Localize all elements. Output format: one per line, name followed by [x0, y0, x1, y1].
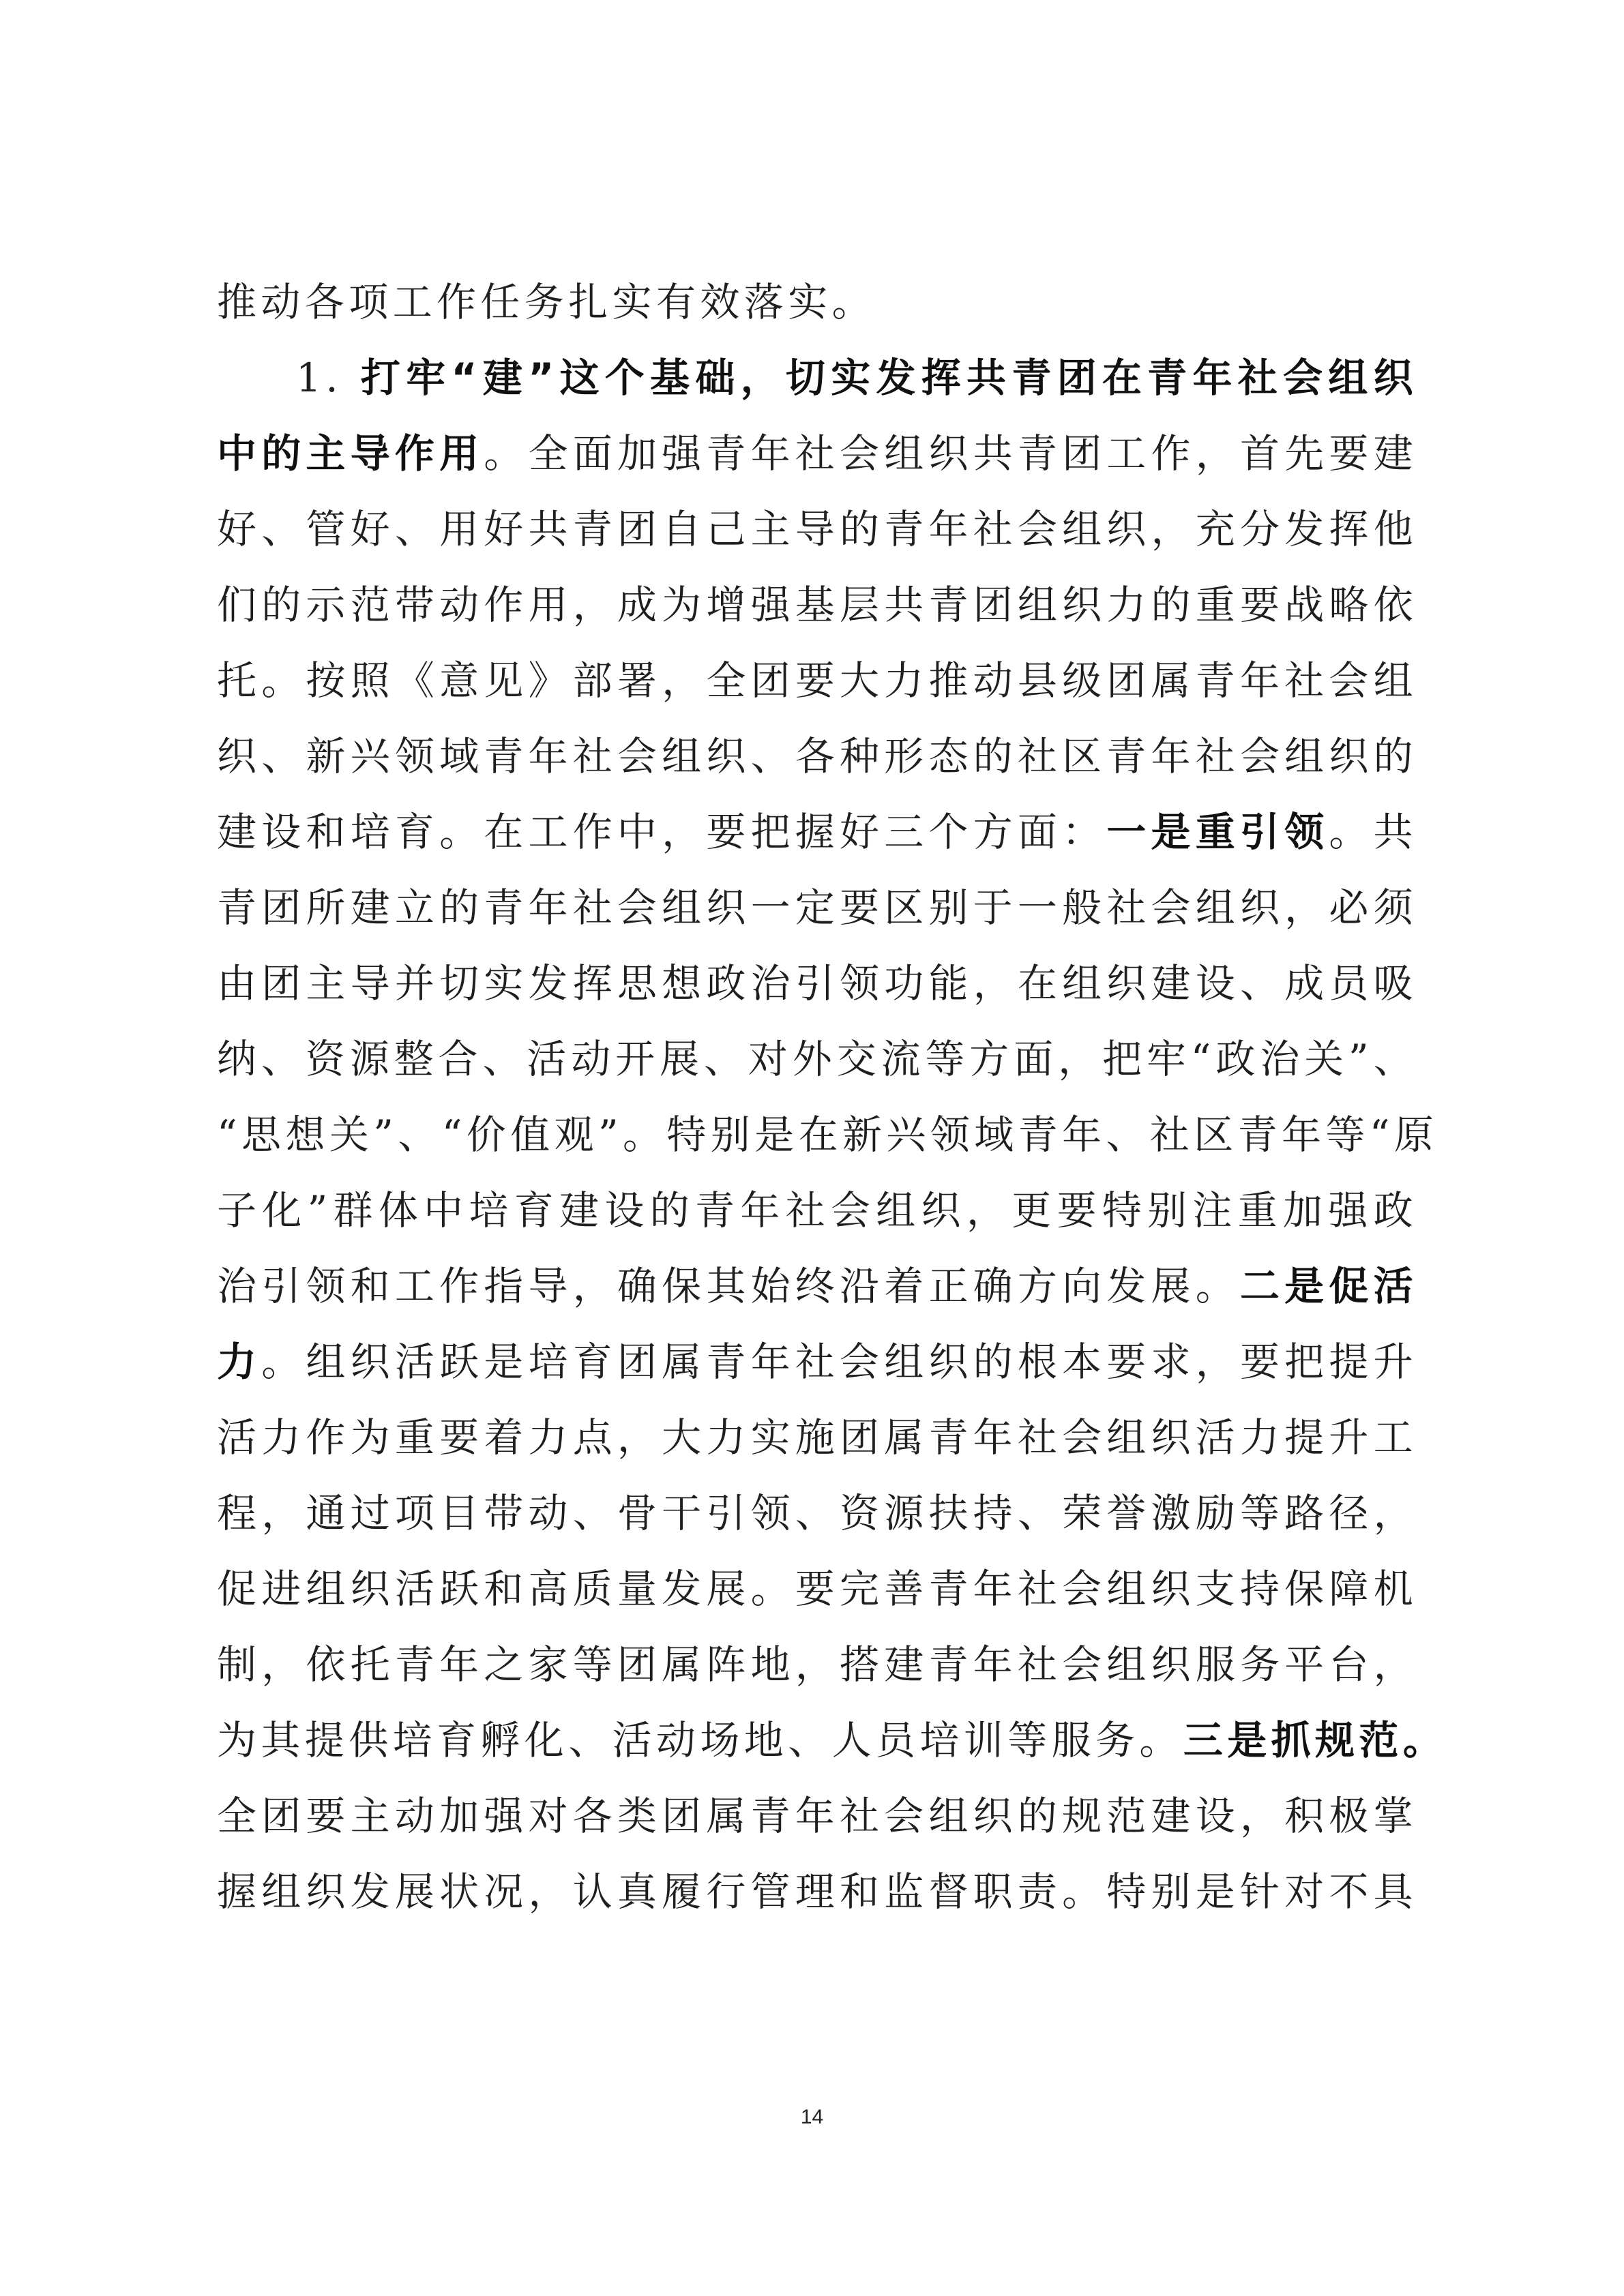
text-line-11: 纳、资源整合、活动开展、对外交流等方面，把牢“政治关”、 — [217, 1036, 1417, 1082]
text-line-6: 托。按照《意见》部署，全团要大力推动县级团属青年社会组 — [217, 657, 1417, 704]
text-line-17: 程，通过项目带动、骨干引领、资源扶持、荣誉激励等路径， — [217, 1490, 1417, 1536]
section-heading-1-cont: 中的主导作用 — [217, 430, 484, 477]
page-number: 14 — [800, 2106, 824, 2128]
text-line-15: 力。组织活跃是培育团属青年社会组织的根本要求，要把提升 — [217, 1339, 1417, 1385]
point-three-heading: 三是抓规范。 — [1183, 1717, 1447, 1763]
text-line-16: 活力作为重要着力点，大力实施团属青年社会组织活力提升工 — [217, 1414, 1417, 1461]
text-line-8: 建设和培育。在工作中，要把握好三个方面：一是重引领。共 — [217, 809, 1417, 855]
body-text — [217, 265, 1447, 1930]
text-line-10: 由团主导并切实发挥思想政治引领功能，在组织建设、成员吸 — [217, 960, 1417, 1007]
text-line-21: 全团要主动加强对各类团属青年社会组织的规范建设，积极掌 — [217, 1793, 1417, 1839]
point-one-heading: 一是重引领 — [1106, 809, 1329, 855]
text-line-3: 中的主导作用。全面加强青年社会组织共青团工作，首先要建 — [217, 430, 1417, 477]
point-two-heading-cont: 力 — [217, 1339, 262, 1385]
section-heading-1: 打牢“建”这个基础，切实发挥共青团在青年社会组织 — [360, 355, 1417, 401]
text-line-18: 促进组织活跃和高质量发展。要完善青年社会组织支持保障机 — [217, 1566, 1417, 1612]
text-line-7: 织、新兴领域青年社会组织、各种形态的社区青年社会组织的 — [217, 733, 1417, 779]
text-line-19: 制，依托青年之家等团属阵地，搭建青年社会组织服务平台， — [217, 1641, 1417, 1688]
text-line-2: 1. 打牢“建”这个基础，切实发挥共青团在青年社会组织 — [296, 355, 1417, 401]
text-line-4: 好、管好、用好共青团自己主导的青年社会组织，充分发挥他 — [217, 506, 1417, 552]
text-line-9: 青团所建立的青年社会组织一定要区别于一般社会组织，必须 — [217, 884, 1417, 931]
text-line-20: 为其提供培育孵化、活动场地、人员培训等服务。三是抓规范。 — [217, 1717, 1447, 1763]
point-two-heading: 二是促活 — [1239, 1263, 1417, 1309]
text-line-13: 子化”群体中培育建设的青年社会组织，更要特别注重加强政 — [217, 1187, 1417, 1234]
text-line-22: 握组织发展状况，认真履行管理和监督职责。特别是针对不具 — [217, 1868, 1417, 1915]
text-line-14: 治引领和工作指导，确保其始终沿着正确方向发展。二是促活 — [217, 1263, 1417, 1309]
text-line-5: 们的示范带动作用，成为增强基层共青团组织力的重要战略依 — [217, 582, 1417, 628]
text-line-12: “思想关”、“价值观”。特别是在新兴领域青年、社区青年等“原 — [217, 1112, 1438, 1158]
text-line-1: 推动各项工作任务扎实有效落实。 — [217, 279, 876, 325]
